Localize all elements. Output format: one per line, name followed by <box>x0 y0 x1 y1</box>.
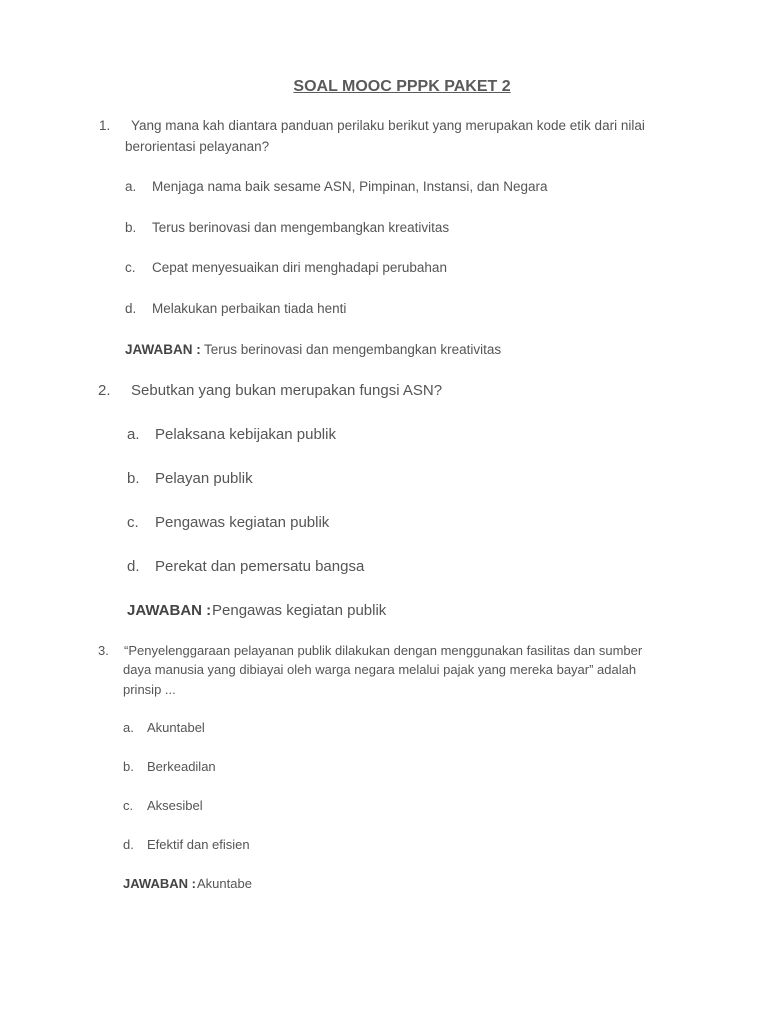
option-text: Perekat dan pemersatu bangsa <box>155 558 365 575</box>
question-text-line: Sebutkan yang bukan merupakan fungsi ASN? <box>131 382 443 399</box>
question-text-line: prinsip ... <box>123 682 176 697</box>
answer-label: JAWABAN : <box>123 876 196 891</box>
option-letter: d. <box>123 837 134 852</box>
option-letter: a. <box>123 720 134 735</box>
document-title-wrap <box>0 78 768 96</box>
question-text-line: Yang mana kah diantara panduan perilaku berikut yang merupakan kode etik dari nilai <box>131 118 645 133</box>
option-text: Melakukan perbaikan tiada henti <box>152 301 347 316</box>
question-text-line: berorientasi pelayanan? <box>125 139 270 154</box>
option-letter: c. <box>123 798 134 813</box>
option-letter: a. <box>127 426 140 443</box>
option-text: Menjaga nama baik sesame ASN, Pimpinan, Instansi, dan Negara <box>152 179 548 194</box>
question-number: 1. <box>99 118 111 133</box>
answer-text: Terus berinovasi dan mengembangkan kreativitas <box>204 342 502 357</box>
option-text: Pelaksana kebijakan publik <box>155 426 336 443</box>
question-number: 3. <box>98 643 109 658</box>
option-text: Pelayan publik <box>155 470 253 487</box>
answer-label: JAWABAN : <box>125 342 201 357</box>
option-text: Cepat menyesuaikan diri menghadapi perubahan <box>152 260 447 275</box>
option-letter: a. <box>125 179 137 194</box>
option-text: Berkeadilan <box>147 759 216 774</box>
option-text: Efektif dan efisien <box>147 837 250 852</box>
option-letter: b. <box>125 220 137 235</box>
question-number: 2. <box>98 382 111 399</box>
option-text: Terus berinovasi dan mengembangkan kreativitas <box>152 220 450 235</box>
answer-text: Pengawas kegiatan publik <box>212 602 387 619</box>
document-title: SOAL MOOC PPPK PAKET 2 <box>293 78 511 95</box>
answer-label: JAWABAN : <box>127 602 212 619</box>
option-text: Akuntabel <box>147 720 205 735</box>
option-text: Aksesibel <box>147 798 203 813</box>
option-letter: c. <box>125 260 136 275</box>
option-text: Pengawas kegiatan publik <box>155 514 330 531</box>
answer-text: Akuntabe <box>197 876 252 891</box>
question-text-line: daya manusia yang dibiayai oleh warga negara melalui pajak yang mereka bayar” adalah <box>123 662 637 677</box>
option-letter: b. <box>127 470 140 487</box>
question-text-line: “Penyelenggaraan pelayanan publik dilakukan dengan menggunakan fasilitas dan sumber <box>124 643 643 658</box>
option-letter: c. <box>127 514 139 531</box>
option-letter: b. <box>123 759 134 774</box>
option-letter: d. <box>127 558 140 575</box>
option-letter: d. <box>125 301 137 316</box>
